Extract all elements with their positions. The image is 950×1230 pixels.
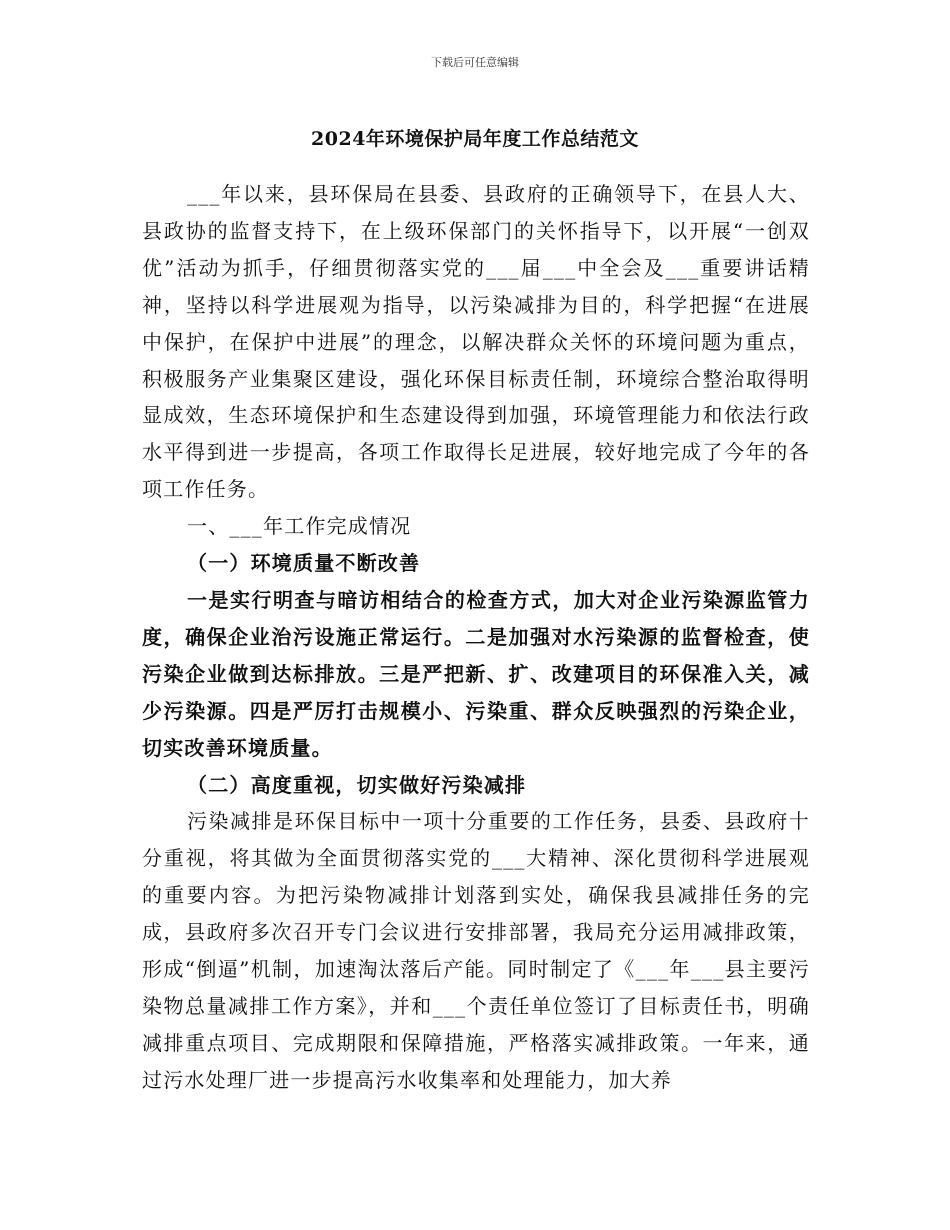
header-note: 下载后可任意编辑: [431, 56, 519, 69]
subsection-heading: （一）环境质量不断改善: [187, 551, 421, 576]
subsection-heading: （二）高度重视，切实做好污染减排: [187, 772, 527, 797]
subsection-paragraph: 污染减排是环保目标中一项十分重要的工作任务，县委、县政府十分重视，将其做为全面贯彻落实党的___大精神、深化贯彻科学进展观的重要内容。为把污染物减排计划落到实处，确保我县减排任务的完成，县政府多次召开专门会议进行安排部署，我局充分运用减排政策，形成“倒逼”机制，加速淘汰落后产能。同时制定了《___年___县主要污染物总量减排工作方案》，并和___个责任单位签订了目标责任书，明确减排重点项目、完成期限和保障措施，严格落实减排政策。一年来，通过污水处理厂进一步提高污水收集率和处理能力，加大养: [142, 809, 810, 1092]
document-title: 2024年环境保护局年度工作总结范文: [311, 128, 639, 150]
section-heading: 一、___年工作完成情况: [187, 514, 412, 539]
subsection-paragraph: 一是实行明查与暗访相结合的检查方式，加大对企业污染源监管力度，确保企业治污设施正常运行。二是加强对水污染源的监督检查，使污染企业做到达标排放。三是严把新、扩、改建项目的环保准入关，减少污染源。四是严厉打击规模小、污染重、群众反映强烈的污染企业，切实改善环境质量。: [142, 587, 810, 760]
intro-paragraph: ___年以来，县环保局在县委、县政府的正确领导下，在县人大、县政协的监督支持下，在上级环保部门的关怀指导下，以开展“一创双优”活动为抓手，仔细贯彻落实党的___届___中全会及___重要讲话精神，坚持以科学进展观为指导，以污染减排为目的，科学把握“在进展中保护，在保护中进展”的理念，以解决群众关怀的环境问题为重点，积极服务产业集聚区建设，强化环保目标责任制，环境综合整治取得明显成效，生态环境保护和生态建设得到加强，环境管理能力和依法行政水平得到进一步提高，各项工作取得长足进展，较好地完成了今年的各项工作任务。: [142, 182, 810, 502]
document-body: [142, 176, 810, 1099]
